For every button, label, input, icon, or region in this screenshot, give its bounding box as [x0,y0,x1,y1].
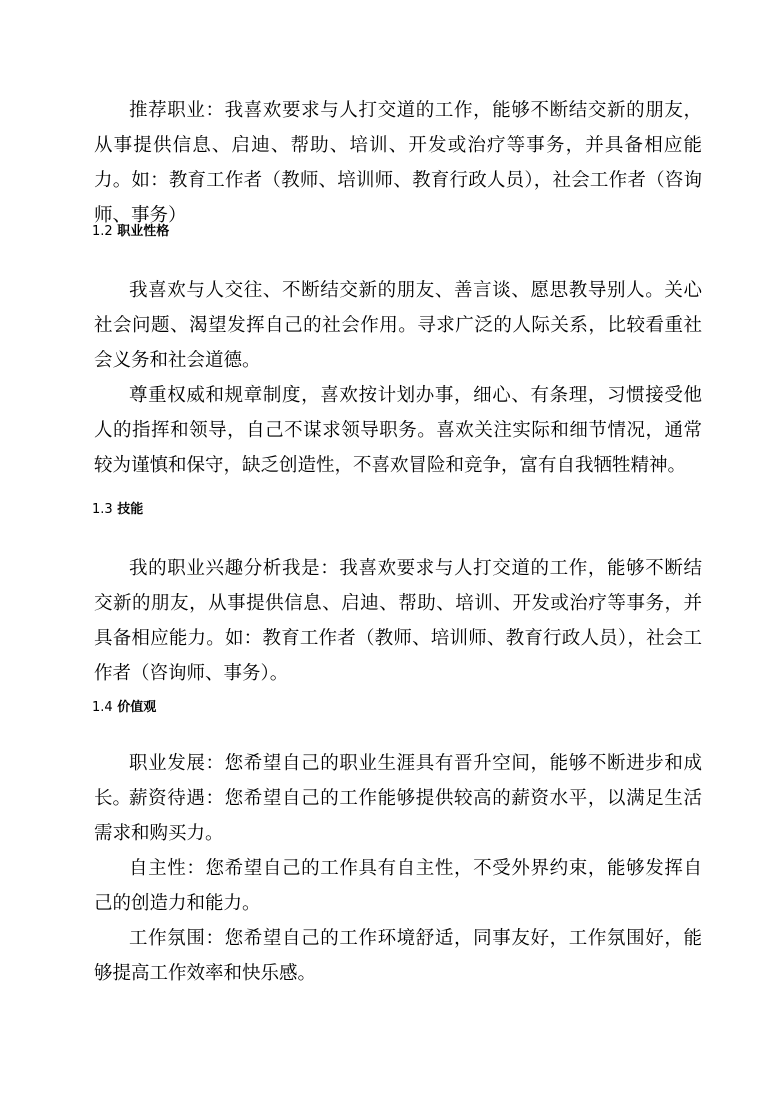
values-paragraph-atmosphere: 工作氛围：您希望自己的工作环境舒适，同事友好，工作氛围好，能够提高工作效率和快乐感。 [94,928,702,984]
section-number: 1.4 [92,700,113,715]
section-title: 职业性格 [117,224,170,239]
section-heading-1-3 [0,500,143,520]
section-title: 技能 [117,502,144,517]
values-paragraph-salary: 薪资待遇：您希望自己的工作能够提供较高的薪资水平，以满足生活需求和购买力。 [94,788,702,844]
skills-paragraph: 我的职业兴趣分析我是：我喜欢要求与人打交道的工作，能够不断结交新的朋友，从事提供信息、启迪、帮助、培训、开发或治疗等事务，并具备相应能力。如：教育工作者（教师、培训师、教育行政人员），社会工作者（咨询师、事务）。 [94,558,702,684]
personality-paragraph-1: 我喜欢与人交往、不断结交新的朋友、善言谈、愿思教导别人。关心社会问题、渴望发挥自己的社会作用。寻求广泛的人际关系，比较看重社会义务和社会道德。 [94,280,702,371]
section-heading-1-2 [0,222,169,242]
section-title: 价值观 [117,700,157,715]
section-number: 1.3 [92,502,113,517]
values-paragraph-career: 职业发展：您希望自己的职业生涯具有晋升空间，能够不断进步和成长。 [94,753,702,809]
section-number: 1.2 [92,224,113,239]
section-heading-1-4 [0,698,156,718]
values-paragraph-autonomy: 自主性：您希望自己的工作具有自主性，不受外界约束，能够发挥自己的创造力和能力。 [94,858,702,914]
personality-paragraph-2: 尊重权威和规章制度，喜欢按计划办事，细心、有条理，习惯接受他人的指挥和领导，自己不谋求领导职务。喜欢关注实际和细节情况，通常较为谨慎和保守，缺乏创造性，不喜欢冒险和竞争，富有自我牺牲精神。 [94,385,702,476]
intro-paragraph: 推荐职业：我喜欢要求与人打交道的工作，能够不断结交新的朋友，从事提供信息、启迪、帮助、培训、开发或治疗等事务，并具备相应能力。如：教育工作者（教师、培训师、教育行政人员），社会工作者（咨询师、事务） [94,100,702,226]
